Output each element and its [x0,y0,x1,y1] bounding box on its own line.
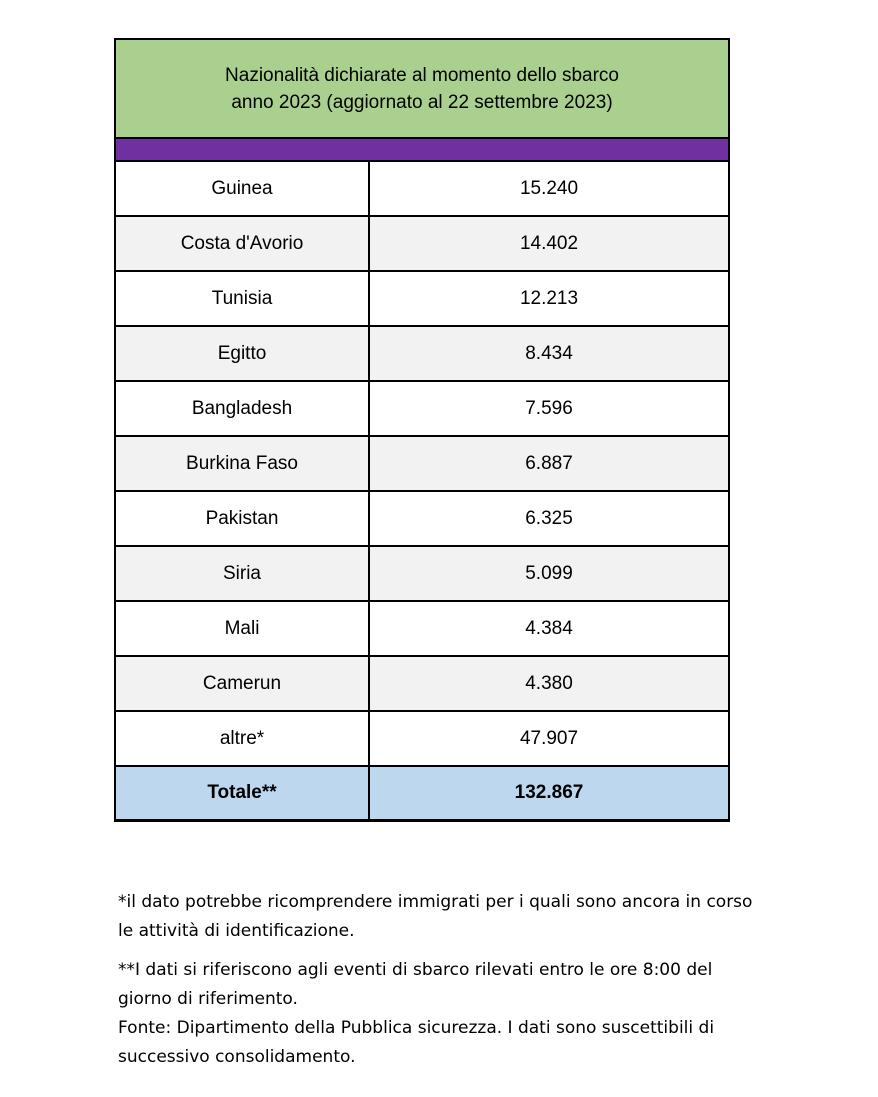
header-band [116,139,728,162]
table-title-line-2: anno 2023 (aggiornato al 22 settembre 2023) [231,91,613,113]
table-row [116,712,728,767]
nationality-count: 14.402 [519,232,579,254]
nationality-count: 4.380 [525,672,573,694]
nationality-count: 5.099 [525,562,573,584]
nationality-count: 8.434 [525,342,573,364]
nationality-name: Costa d'Avorio [116,217,370,270]
nationality-count: 4.384 [525,617,573,639]
table-title [116,40,728,139]
table-row [116,162,728,217]
nationality-count: 15.240 [519,177,579,199]
nationality-name: Siria [116,547,370,600]
table-row [116,547,728,602]
footnote-identification: *il dato potrebbe ricomprendere immigrati per i quali sono ancora in corso le attività di identificazione. [118,892,753,941]
table-row [116,217,728,272]
table-row [116,492,728,547]
table-row [116,437,728,492]
nationality-name: Guinea [116,162,370,215]
table-row [116,602,728,657]
footnote-landing-events: **I dati si riferiscono agli eventi di sbarco rilevati entro le ore 8:00 del giorno di riferimento. [118,960,713,1009]
nationality-table [114,38,730,822]
footnote-source: Fonte: Dipartimento della Pubblica sicurezza. I dati sono suscettibili di successivo consolidamento. [118,1018,715,1067]
nationality-count: 6.887 [525,452,573,474]
total-row [116,767,728,822]
nationality-count: 12.213 [519,287,579,309]
footnotes [118,888,758,1072]
table-row [116,382,728,437]
nationality-name: Mali [116,602,370,655]
nationality-count: 47.907 [519,727,579,749]
nationality-name: Burkina Faso [116,437,370,490]
nationality-name: Egitto [116,327,370,380]
total-value: 132.867 [514,782,584,803]
table-row [116,272,728,327]
nationality-name: Bangladesh [116,382,370,435]
nationality-count: 6.325 [525,507,573,529]
total-label: Totale** [116,767,370,819]
nationality-name: Tunisia [116,272,370,325]
table-body [116,162,728,822]
table-title-line-1: Nazionalità dichiarate al momento dello sbarco [225,64,619,86]
table-row [116,657,728,712]
nationality-name: Camerun [116,657,370,710]
nationality-count: 7.596 [525,397,573,419]
nationality-name: altre* [116,712,370,765]
nationality-name: Pakistan [116,492,370,545]
table-row [116,327,728,382]
